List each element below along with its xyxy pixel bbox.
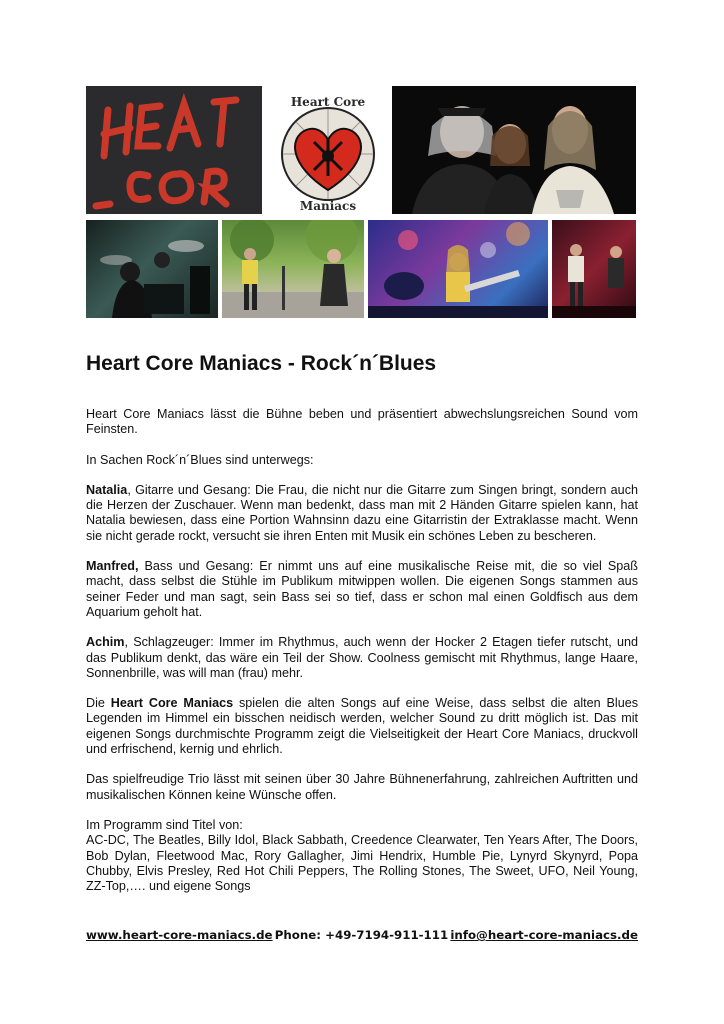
intro-paragraph: Heart Core Maniacs lässt die Bühne beben und präsentiert abwechslungsreichen Sound vom Feinsten.	[86, 407, 638, 437]
website-link[interactable]: www.heart-core-maniacs.de	[86, 928, 273, 942]
program-list: AC-DC, The Beatles, Billy Idol, Black Sabbath, Creedence Clearwater, Ten Years After, The Doors, Bob Dylan, Fleetwood Mac, Rory Gallagher, Jimi Hendrix, Humble Pie, Lynyrd Skynyrd, Popa Chubby, Elvis Presley, Red Hot Chili Peppers, The Rolling Stones, The Sweet, UFO, Neil Young, ZZ-Top,…. und eigene Songs	[86, 833, 638, 894]
band-logo	[270, 86, 386, 214]
songs-pre: Die	[86, 696, 111, 711]
program-heading: Im Programm sind Titel von:	[86, 817, 243, 832]
page-title: Heart Core Maniacs - Rock´n´Blues	[86, 352, 437, 375]
body-text	[86, 407, 638, 894]
guitarist-photo	[552, 220, 636, 318]
member-achim	[86, 635, 638, 681]
band-name: Heart Core Maniacs	[110, 696, 234, 711]
stage-concert-photo	[368, 220, 548, 318]
outdoor-gig-photo	[222, 220, 364, 318]
member-description: Bass und Gesang: Er nimmt uns auf eine musikalische Reise mit, die so viel Spaß macht, dass selbst die Stühle im Publikum mitwippen wollen. Die eigenen Songs stammen aus seiner Feder und man sagt, sein Bass sei so tief, dass er schon mal einen Goldfisch aus dem Aquarium geholt hat.	[86, 559, 638, 619]
phone-number: Phone: +49-7194-911-111	[274, 928, 449, 942]
email-link[interactable]: info@heart-core-maniacs.de	[450, 928, 638, 942]
songs-post: spielen die alten Songs auf eine Weise, dass selbst die alten Blues Legenden im Himmel ein bisschen neidisch werden, welcher Sound zu dritt möglich ist. Das mit eigenen Songs durchmischte Programm zeigt die Vielseitigkeit der Heart Core Maniacs, druckvoll und erfrischend, kernig und ehrlich.	[86, 696, 639, 757]
member-natalia	[86, 483, 638, 544]
lineup-intro: In Sachen Rock´n´Blues sind unterwegs:	[86, 452, 314, 467]
songs-paragraph	[86, 696, 638, 757]
svg-text:Maniacs: Maniacs	[299, 199, 357, 213]
member-description: , Gitarre und Gesang: Die Frau, die nicht nur die Gitarre zum Singen bringt, sondern auch die Herzen der Zuschauer. Wenn man bedenkt, dass man mit 2 Händen Gitarre spielen kann, hat Natalia bewiesen, dass eine Portion Wahnsinn dazu eine Gitarristin der Extraklasse macht. Wenn sie nicht gerade rockt, versucht sie ihren Enten mit Musik ein schönes Leben zu bescheren.	[86, 482, 638, 543]
svg-text:Heart Core: Heart Core	[290, 95, 366, 109]
member-manfred	[86, 559, 638, 620]
member-name: Natalia	[86, 482, 128, 497]
footer-contacts	[86, 928, 638, 942]
trio-paragraph: Das spielfreudige Trio lässt mit seinen über 30 Jahre Bühnenerfahrung, zahlreichen Auftritten und musikalischen Können keine Wünsche offen.	[86, 772, 638, 802]
member-name: Manfred,	[86, 559, 139, 574]
shirt-print-photo	[86, 86, 262, 214]
band-portrait-photo	[392, 86, 636, 214]
member-description: , Schlagzeuger: Immer im Rhythmus, auch wenn der Hocker 2 Etagen tiefer rutscht, und das Publikum denkt, das wäre ein Teil der Show. Coolness gemischt mit Rhythmus, lange Haare, Sonnenbrille, was will man (frau) mehr.	[86, 635, 638, 680]
member-name: Achim	[86, 635, 125, 650]
drummer-photo	[86, 220, 218, 318]
